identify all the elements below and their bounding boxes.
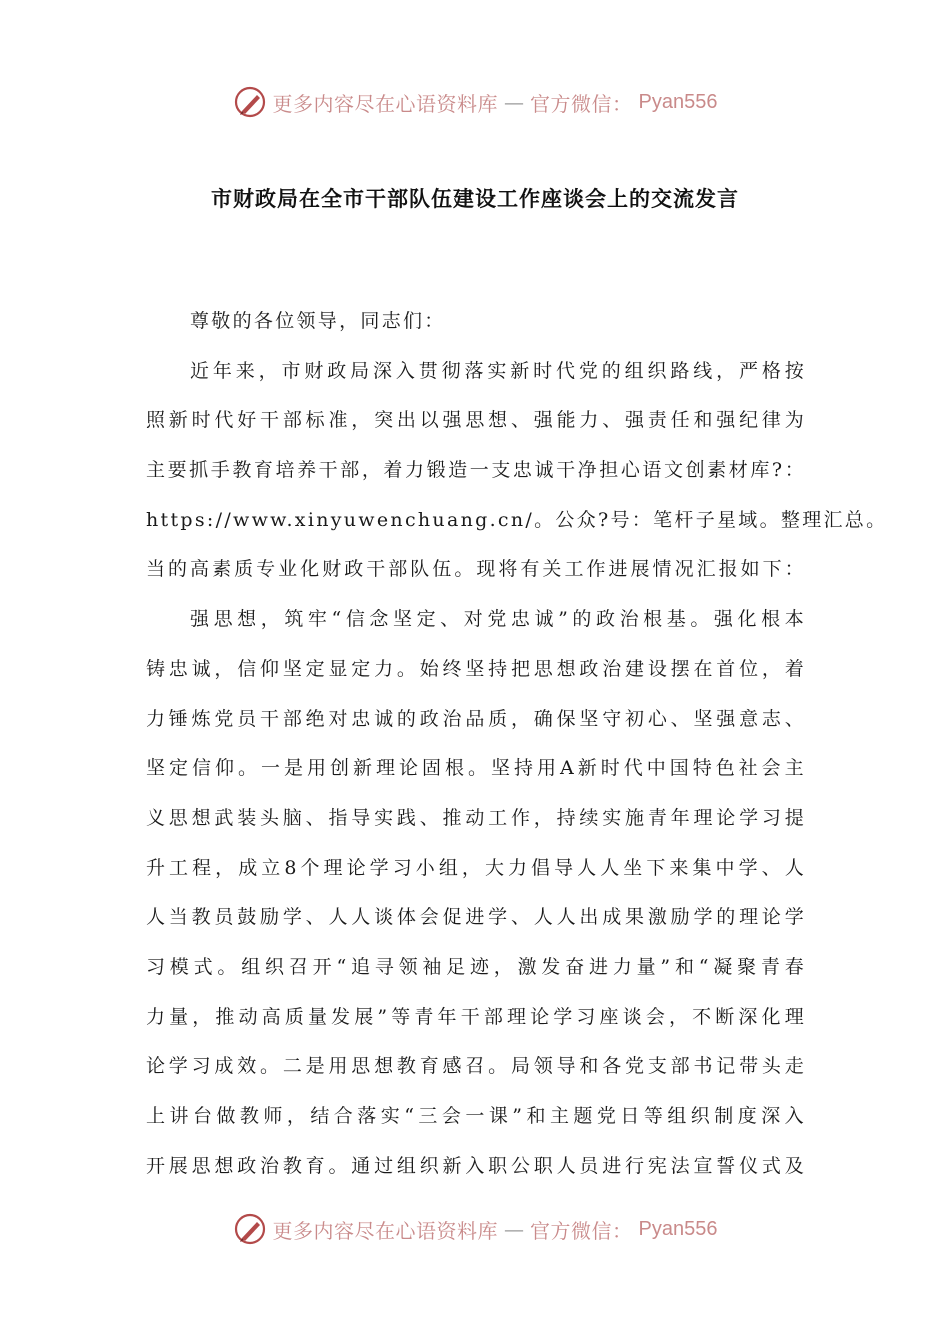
body-line: 照新时代好干部标准，突出以强思想、强能力、强责任和强纪律为 xyxy=(146,409,806,432)
body-line: 强思想，筑牢“信念坚定、对党忠诚”的政治根基。强化根本 xyxy=(190,608,806,631)
watermark-official: 官方微信： xyxy=(530,1218,633,1243)
body-line: 当的高素质专业化财政干部队伍。现将有关工作进展情况汇报如下： xyxy=(146,558,806,581)
body-line: 升工程，成立8个理论学习小组，大力倡导人人坐下来集中学、人 xyxy=(146,856,806,879)
watermark-wechat-id: Pyan556 xyxy=(638,90,718,113)
body-line: 力量，推动高质量发展”等青年干部理论学习座谈会，不断深化理 xyxy=(146,1005,806,1028)
body-line: 近年来，市财政局深入贯彻落实新时代党的组织路线，严格按 xyxy=(190,359,806,382)
body-line: 上讲台做教师，结合落实“三会一课”和主题党日等组织制度深入 xyxy=(146,1105,806,1127)
document-title: 市财政局在全市干部队伍建设工作座谈会上的交流发言 xyxy=(211,187,739,211)
watermark-separator: — xyxy=(504,90,525,114)
watermark-separator: — xyxy=(504,1217,525,1241)
body-line-url: https://www.xinyuwenchuang.cn/。公众?号：笔杆子星域。整理汇总。 xyxy=(146,508,888,531)
watermark-wechat-id: Pyan556 xyxy=(638,1217,718,1240)
pen-logo-icon xyxy=(233,85,267,119)
body-line: 铸忠诚，信仰坚定显定力。始终坚持把思想政治建设摆在首位，着 xyxy=(146,657,806,680)
body-line: 力锤炼党员干部绝对忠诚的政治品质，确保坚守初心、坚强意志、 xyxy=(146,707,806,730)
watermark-text: 更多内容尽在心语资料库 xyxy=(272,91,499,116)
body-line: 主要抓手教育培养干部，着力锻造一支忠诚干净担心语文创素材库?： xyxy=(146,459,806,482)
watermark-text: 更多内容尽在心语资料库 xyxy=(272,1218,499,1243)
body-line: 论学习成效。二是用思想教育感召。局领导和各党支部书记带头走 xyxy=(146,1055,806,1078)
body-line: 开展思想政治教育。通过组织新入职公职人员进行宪法宣誓仪式及 xyxy=(146,1154,806,1177)
pen-logo-icon xyxy=(233,1212,267,1246)
body-line: 坚定信仰。一是用创新理论固根。坚持用A新时代中国特色社会主 xyxy=(146,757,806,780)
watermark-banner-bottom xyxy=(0,1209,950,1249)
document-body xyxy=(146,297,888,1191)
watermark-banner-top xyxy=(0,82,950,122)
body-line: 人当教员鼓励学、人人谈体会促进学、人人出成果激励学的理论学 xyxy=(146,906,806,929)
watermark-official: 官方微信： xyxy=(530,91,633,116)
body-line: 习模式。组织召开“追寻领袖足迹，激发奋进力量”和“凝聚青春 xyxy=(146,955,806,978)
salutation-line: 尊敬的各位领导，同志们： xyxy=(190,310,446,332)
body-line: 义思想武装头脑、指导实践、推动工作，持续实施青年理论学习提 xyxy=(146,806,806,829)
